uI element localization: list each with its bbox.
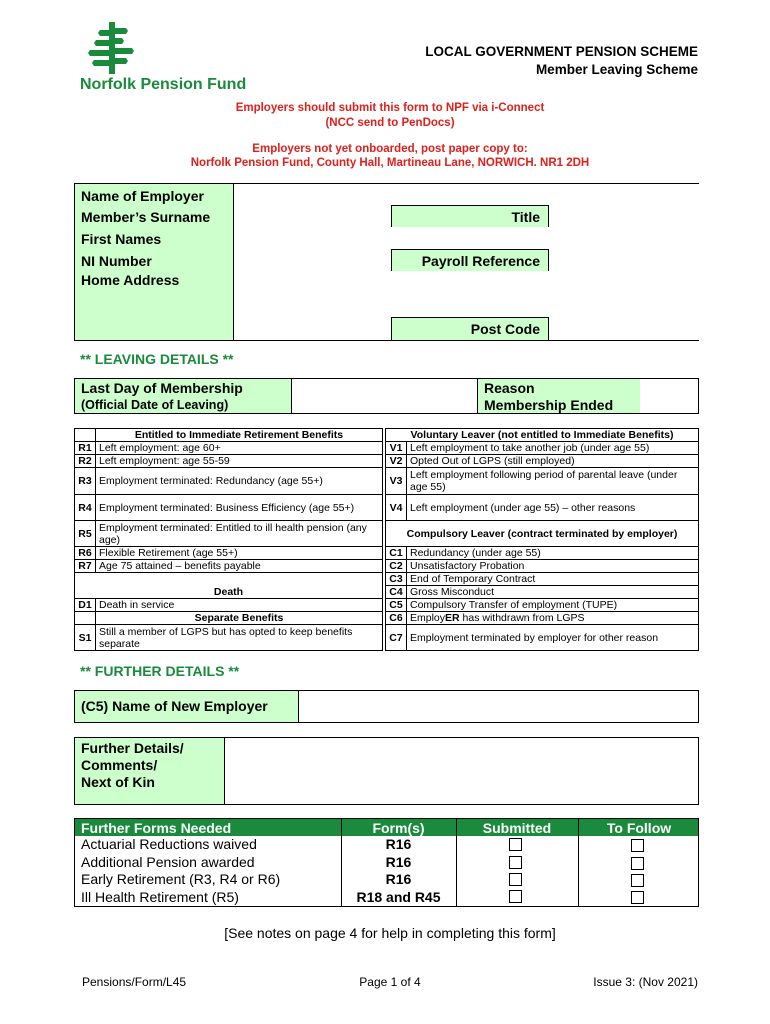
code-d1: D1: [75, 599, 96, 612]
forms-row-form: R18 and R45: [356, 889, 441, 905]
code-r3: R3: [75, 468, 96, 495]
code-v3: V3: [386, 468, 407, 495]
forms-table: [74, 818, 699, 907]
ni-label: NI Number: [81, 253, 152, 269]
to-follow-checkbox[interactable]: [631, 857, 644, 870]
footer-page-number: Page 1 of 4: [359, 975, 421, 989]
code-r3-text: Employment terminated: Redundancy (age 55+): [96, 468, 383, 495]
first-names-label: First Names: [81, 231, 162, 247]
forms-row-label: Actuarial Reductions waived: [81, 836, 257, 852]
new-employer-box: [74, 690, 699, 723]
code-r6: R6: [75, 547, 96, 560]
submitted-checkbox[interactable]: [509, 856, 522, 869]
surname-field[interactable]: [233, 205, 392, 228]
to-follow-checkbox[interactable]: [631, 874, 644, 887]
surname-label: Member’s Surname: [81, 209, 211, 225]
retirement-heading: Entitled to Immediate Retirement Benefits: [96, 429, 383, 442]
code-v3-text: Left employment following period of parental leave (under age 55): [407, 468, 699, 495]
code-r5-text: Employment terminated: Entitled to ill health pension (any age): [96, 521, 383, 547]
details-label-3: Next of Kin: [81, 774, 155, 790]
instruction-1: Employers should submit this form to NPF via i-Connect: [235, 102, 545, 114]
code-r4: R4: [75, 495, 96, 521]
forms-row-form: R16: [385, 854, 412, 870]
forms-row-label: Additional Pension awarded: [81, 854, 255, 870]
code-d1-text: Death in service: [96, 599, 383, 612]
code-r6-text: Flexible Retirement (age 55+): [96, 547, 383, 560]
code-s1: S1: [75, 625, 96, 651]
retirement-codes-table: [74, 428, 383, 651]
last-day-label: Last Day of Membership: [81, 380, 243, 396]
code-r1: R1: [75, 442, 96, 455]
member-details-box: [74, 183, 699, 341]
code-r4-text: Employment terminated: Business Efficiency (age 55+): [96, 495, 383, 521]
forms-col-needed: Further Forms Needed: [81, 820, 232, 836]
code-c3-text: End of Temporary Contract: [407, 573, 699, 586]
code-v2: V2: [386, 455, 407, 468]
employer-field[interactable]: [233, 184, 700, 206]
logo-text: Norfolk Pension Fund: [80, 76, 247, 93]
form-title: LOCAL GOVERNMENT PENSION SCHEME: [425, 44, 698, 59]
forms-row-label: Ill Health Retirement (R5): [81, 889, 239, 905]
footer-issue: Issue 3: (Nov 2021): [593, 975, 698, 989]
new-employer-label: (C5) Name of New Employer: [75, 691, 299, 722]
leaving-box: [74, 378, 699, 414]
voluntary-heading: Voluntary Leaver (not entitled to Immediate Benefits): [386, 429, 699, 442]
code-c1-text: Redundancy (under age 55): [407, 547, 699, 560]
details-label-1: Further Details/: [81, 740, 184, 756]
to-follow-checkbox[interactable]: [631, 839, 644, 852]
code-v4: V4: [386, 495, 407, 521]
code-c3: C3: [386, 573, 407, 586]
address-label: Home Address: [81, 272, 180, 288]
payroll-field[interactable]: [548, 249, 700, 272]
submitted-checkbox[interactable]: [509, 838, 522, 851]
separate-heading: Separate Benefits: [96, 612, 383, 625]
code-r2: R2: [75, 455, 96, 468]
last-day-field[interactable]: [292, 379, 477, 413]
leaving-heading: ** LEAVING DETAILS **: [80, 351, 234, 367]
code-v2-text: Opted Out of LGPS (still employed): [407, 455, 699, 468]
instruction-4: Norfolk Pension Fund, County Hall, Martineau Lane, NORWICH. NR1 2DH: [190, 157, 590, 169]
code-r2-text: Left employment: age 55-59: [96, 455, 383, 468]
reason-field[interactable]: [640, 379, 698, 413]
employer-label: Name of Employer: [81, 188, 204, 204]
code-c6-text: EmployER has withdrawn from LGPS: [407, 612, 699, 625]
address-line-1[interactable]: [233, 271, 700, 296]
address-line-2[interactable]: [233, 295, 700, 318]
instruction-3: Employers not yet onboarded, post paper copy to:: [252, 143, 528, 155]
further-heading: ** FURTHER DETAILS **: [80, 663, 240, 679]
code-r7: R7: [75, 560, 96, 573]
postcode-label: Post Code: [470, 321, 540, 337]
code-c2: C2: [386, 560, 407, 573]
code-c2-text: Unsatisfactory Probation: [407, 560, 699, 573]
code-c5: C5: [386, 599, 407, 612]
details-box: [74, 737, 699, 805]
compulsory-heading: Compulsory Leaver (contract terminated by employer): [386, 521, 699, 547]
code-c6: C6: [386, 612, 407, 625]
tree-icon: [82, 20, 142, 76]
logo: [78, 20, 258, 96]
title-field[interactable]: [548, 205, 700, 228]
ni-field[interactable]: [233, 249, 392, 272]
submitted-checkbox[interactable]: [509, 873, 522, 886]
forms-col-follow: To Follow: [606, 820, 672, 836]
help-note: [See notes on page 4 for help in completing this form]: [224, 925, 556, 941]
forms-col-submitted: Submitted: [482, 820, 552, 836]
code-r5: R5: [75, 521, 96, 547]
reason-label: Reason: [484, 380, 535, 396]
footer-form-ref: Pensions/Form/L45: [82, 975, 187, 989]
forms-col-forms: Form(s): [372, 820, 425, 836]
code-c7-text: Employment terminated by employer for other reason: [407, 625, 699, 651]
details-field[interactable]: [225, 738, 698, 804]
code-c1: C1: [386, 547, 407, 560]
code-r7-text: Age 75 attained – benefits payable: [96, 560, 383, 573]
first-names-field[interactable]: [233, 227, 700, 250]
postcode-field[interactable]: [548, 317, 700, 340]
form-subtitle: Member Leaving Scheme: [535, 62, 698, 77]
forms-row-form: R16: [385, 836, 412, 852]
code-s1-text: Still a member of LGPS but has opted to keep benefits separate: [96, 625, 383, 651]
instruction-2: (NCC send to PenDocs): [325, 117, 455, 129]
code-v1: V1: [386, 442, 407, 455]
leaver-codes-table: [385, 428, 699, 651]
title-label: Title: [511, 209, 540, 225]
code-v1-text: Left employment to take another job (under age 55): [407, 442, 699, 455]
forms-row-label: Early Retirement (R3, R4 or R6): [81, 871, 281, 887]
submitted-checkbox[interactable]: [509, 890, 522, 903]
payroll-label: Payroll Reference: [421, 253, 540, 269]
code-r1-text: Left employment: age 60+: [96, 442, 383, 455]
reason-label-2: Membership Ended: [484, 397, 614, 413]
address-line-3[interactable]: [233, 317, 392, 340]
code-c4-text: Gross Misconduct: [407, 586, 699, 599]
code-c7: C7: [386, 625, 407, 651]
to-follow-checkbox[interactable]: [631, 891, 644, 904]
last-day-sublabel: (Official Date of Leaving): [81, 398, 229, 412]
details-label-2: Comments/: [81, 757, 158, 773]
new-employer-field[interactable]: [300, 691, 698, 722]
code-v4-text: Left employment (under age 55) – other reasons: [407, 495, 699, 521]
code-c4: C4: [386, 586, 407, 599]
death-heading: Death: [75, 573, 383, 599]
code-c5-text: Compulsory Transfer of employment (TUPE): [407, 599, 699, 612]
forms-row-form: R16: [385, 871, 412, 887]
